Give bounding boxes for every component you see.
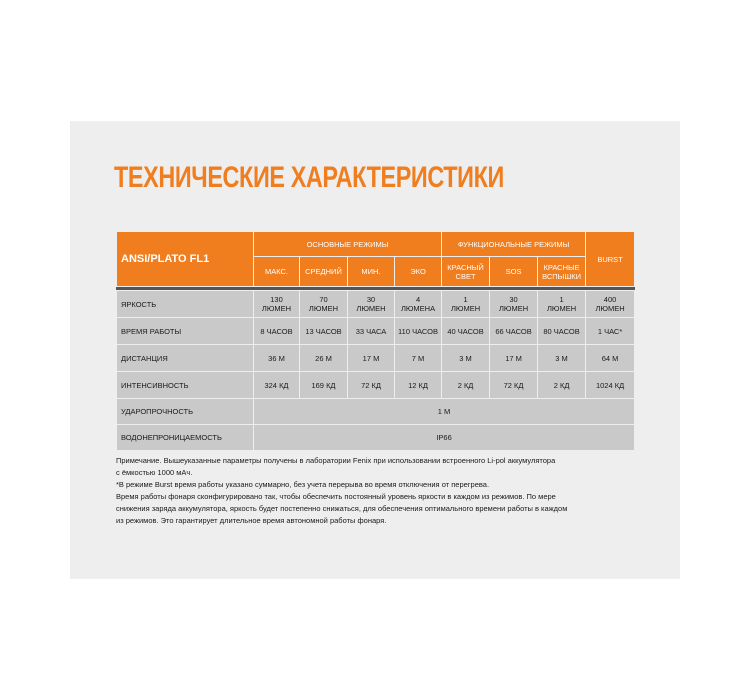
table-cell: 8 ЧАСОВ xyxy=(254,318,300,345)
table-row xyxy=(117,372,635,399)
table-row xyxy=(117,291,635,318)
table-cell: 40 ЧАСОВ xyxy=(442,318,490,345)
table-cell: 1 ЧАС* xyxy=(586,318,635,345)
table-cell: 36 М xyxy=(254,345,300,372)
mode-header: SOS xyxy=(490,257,538,287)
table-cell: 1024 КД xyxy=(586,372,635,399)
table-cell: 17 М xyxy=(348,345,395,372)
mode-header: МАКС. xyxy=(254,257,300,287)
basic-modes-header: ОСНОВНЫЕ РЕЖИМЫ xyxy=(254,232,442,257)
impact-value: 1 М xyxy=(254,399,635,425)
row-label: ЯРКОСТЬ xyxy=(117,291,254,318)
row-label: УДАРОПРОЧНОСТЬ xyxy=(117,399,254,425)
table-cell: 72 КД xyxy=(490,372,538,399)
table-cell: 66 ЧАСОВ xyxy=(490,318,538,345)
table-cell: 12 КД xyxy=(395,372,442,399)
table-cell: 17 М xyxy=(490,345,538,372)
row-label: ВОДОНЕПРОНИЦАЕМОСТЬ xyxy=(117,425,254,451)
table-cell: 324 КД xyxy=(254,372,300,399)
table-cell: 72 КД xyxy=(348,372,395,399)
table-cell: 3 М xyxy=(538,345,586,372)
spec-table xyxy=(116,231,635,451)
row-label: ВРЕМЯ РАБОТЫ xyxy=(117,318,254,345)
mode-header: ЭКО xyxy=(395,257,442,287)
row-label: ИНТЕНСИВНОСТЬ xyxy=(117,372,254,399)
table-cell: 7 М xyxy=(395,345,442,372)
table-row xyxy=(117,399,635,425)
table-cell: 400 ЛЮМЕН xyxy=(586,291,635,318)
table-cell: 26 М xyxy=(300,345,348,372)
mode-header: КРАСНЫЕ ВСПЫШКИ xyxy=(538,257,586,287)
table-row xyxy=(117,345,635,372)
notes xyxy=(116,455,636,527)
mode-header: МИН. xyxy=(348,257,395,287)
note-paragraph: *В режиме Burst время работы указано суммарно, без учета перерыва во время отключения от перегрева. xyxy=(116,480,490,489)
table-cell: 4 ЛЮМЕНА xyxy=(395,291,442,318)
model-header: ANSI/PLATO FL1 xyxy=(117,232,254,287)
table-cell: 80 ЧАСОВ xyxy=(538,318,586,345)
table-cell: 1 ЛЮМЕН xyxy=(538,291,586,318)
table-cell: 70 ЛЮМЕН xyxy=(300,291,348,318)
table-cell: 30 ЛЮМЕН xyxy=(490,291,538,318)
table-row xyxy=(117,318,635,345)
table-cell: 1 ЛЮМЕН xyxy=(442,291,490,318)
functional-modes-header: ФУНКЦИОНАЛЬНЫЕ РЕЖИМЫ xyxy=(442,232,586,257)
table-cell: 33 ЧАСА xyxy=(348,318,395,345)
mode-header: КРАСНЫЙ СВЕТ xyxy=(442,257,490,287)
table-cell: 13 ЧАСОВ xyxy=(300,318,348,345)
note-paragraph: Время работы фонаря сконфигурировано так, чтобы обеспечить постоянный уровень яркости в каждом из режимов. По мере снижения заряда аккумулятора, яркость будет постепенно снижаться, для обеспечения оптимального времени работы в каждом из режимов. Это гарантирует длительное время автономной работы фонаря. xyxy=(116,492,568,525)
table-cell: 3 М xyxy=(442,345,490,372)
waterproof-value: IP66 xyxy=(254,425,635,451)
spec-panel xyxy=(70,121,680,579)
row-label: ДИСТАНЦИЯ xyxy=(117,345,254,372)
burst-header: BURST xyxy=(586,232,635,287)
table-cell: 130 ЛЮМЕН xyxy=(254,291,300,318)
note-paragraph: Примечание. Вышеуказанные параметры получены в лаборатории Fenix при использовании встроенного Li-pol аккумулятора с ёмкостью 1000 мАч. xyxy=(116,456,556,477)
table-cell: 2 КД xyxy=(442,372,490,399)
table-cell: 64 М xyxy=(586,345,635,372)
table-cell: 110 ЧАСОВ xyxy=(395,318,442,345)
mode-header: СРЕДНИЙ xyxy=(300,257,348,287)
table-cell: 2 КД xyxy=(538,372,586,399)
table-cell: 169 КД xyxy=(300,372,348,399)
table-row xyxy=(117,425,635,451)
page-title: ТЕХНИЧЕСКИЕ ХАРАКТЕРИСТИКИ xyxy=(114,161,504,194)
table-cell: 30 ЛЮМЕН xyxy=(348,291,395,318)
